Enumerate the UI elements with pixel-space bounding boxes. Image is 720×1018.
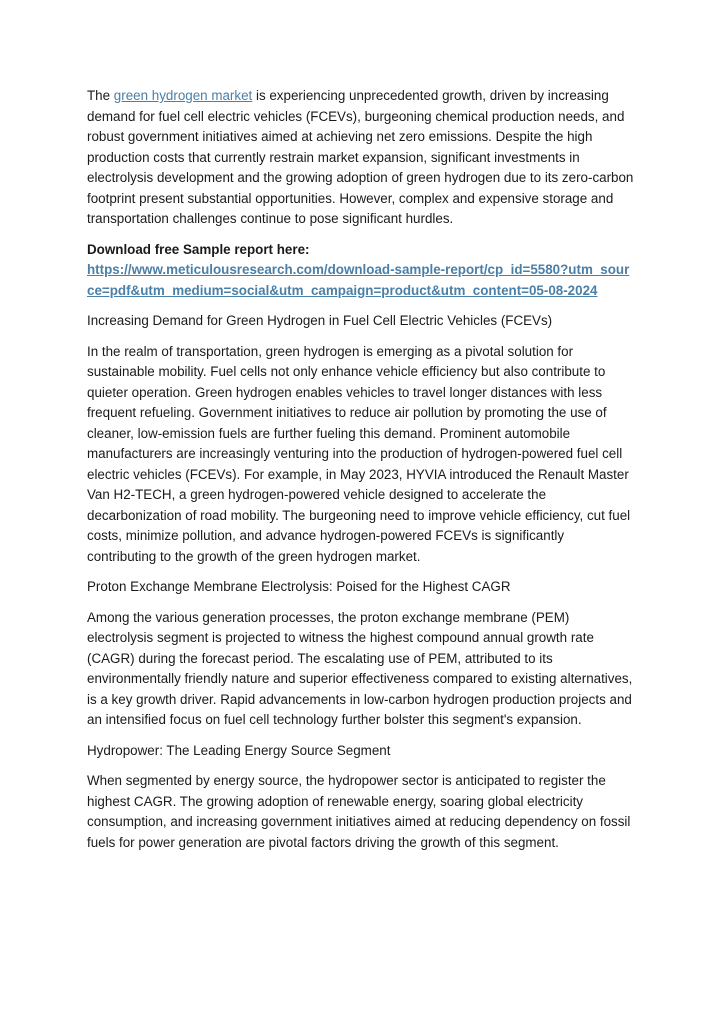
- intro-lead: The: [87, 88, 114, 103]
- section-body-fcev: In the realm of transportation, green hydrogen is emerging as a pivotal solution for sustainable mobility. Fuel cells not only enhance vehicle efficiency but also contribute to quieter operation. Green hydrogen enables vehicles to travel longer distances with less frequent refueling. Government initiatives to reduce air pollution by promoting the use of cleaner, low-emission fuels are further fueling this demand. Prominent automobile manufacturers are increasingly venturing into the production of hydrogen-powered fuel cell electric vehicles (FCEVs). For example, in May 2023, HYVIA introduced the Renault Master Van H2-TECH, a green hydrogen-powered vehicle designed to accelerate the decarbonization of road mobility. The burgeoning need to improve vehicle efficiency, cut fuel costs, minimize pollution, and advance hydrogen-powered FCEVs is significantly contributing to the growth of the green hydrogen market.: [87, 343, 631, 564]
- download-sample-link[interactable]: https://www.meticulousresearch.com/download-sample-report/cp_id=5580?utm_source=pdf&utm_medium=social&utm_campaign=product&utm_content=05-08-2024: [87, 262, 630, 298]
- green-hydrogen-market-link[interactable]: green hydrogen market: [113, 88, 253, 103]
- document-page: [87, 86, 635, 863]
- intro-body: is experiencing unprecedented growth, driven by increasing demand for fuel cell electric vehicles (FCEVs), burgeoning chemical production needs, and robust government initiatives aimed at achieving net zero emissions. Despite the high production costs that currently restrain market expansion, significant investments in electrolysis development and the growing adoption of green hydrogen due to its zero-carbon footprint present substantial opportunities. However, complex and expensive storage and transportation challenges continue to pose significant hurdles.: [87, 88, 634, 226]
- section-body-pem: Among the various generation processes, the proton exchange membrane (PEM) electrolysis segment is projected to witness the highest compound annual growth rate (CAGR) during the forecast period. The escalating use of PEM, attributed to its environmentally friendly nature and superior effectiveness compared to existing alternatives, is a key growth driver. Rapid advancements in low-carbon hydrogen production projects and an intensified focus on fuel cell technology further bolster this segment's expansion.: [87, 609, 633, 727]
- section-body-hydropower: When segmented by energy source, the hydropower sector is anticipated to register the highest CAGR. The growing adoption of renewable energy, soaring global electricity consumption, and increasing government initiatives aimed at reducing dependency on fossil fuels for power generation are pivotal factors driving the growth of this segment.: [87, 773, 631, 850]
- intro-paragraph: [87, 86, 635, 230]
- section-heading-pem: Proton Exchange Membrane Electrolysis: Poised for the Highest CAGR: [87, 579, 511, 594]
- section-heading-fcev: Increasing Demand for Green Hydrogen in Fuel Cell Electric Vehicles (FCEVs): [87, 313, 553, 328]
- download-heading: Download free Sample report here:: [87, 241, 310, 257]
- section-heading-hydropower: Hydropower: The Leading Energy Source Segment: [87, 742, 391, 758]
- download-block: [87, 240, 635, 302]
